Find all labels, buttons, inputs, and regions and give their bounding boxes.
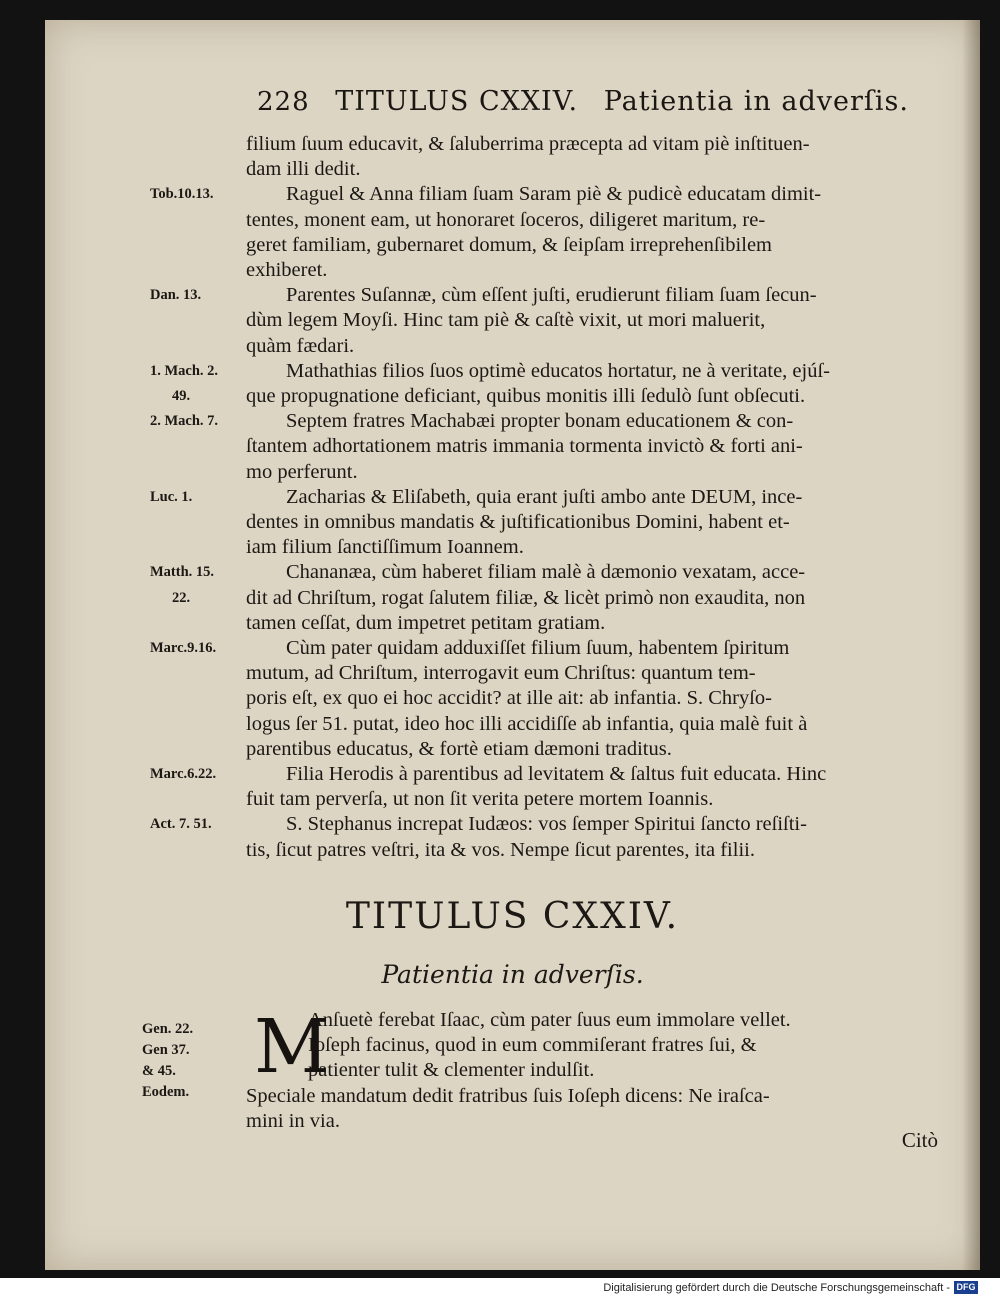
text-line: dùm legem Moyſi. Hinc tam piè & caſtè vixit, ut mori maluerit, xyxy=(246,309,766,332)
page-number: 228 xyxy=(257,87,310,117)
text-line: Anſuetè ferebat Iſaac, cùm pater ſuus eum immolare vellet. xyxy=(308,1009,791,1031)
text-line: fuit tam perverſa, ut non ſit verita petere mortem Ioannis. xyxy=(246,788,714,811)
text-line: Cùm pater quidam adduxiſſet filium ſuum, habentem ſpiritum xyxy=(286,637,790,660)
text-line: geret familiam, gubernaret domum, & ſeipſam irreprehenſibilem xyxy=(246,233,772,256)
footer-credit: Digitalisierung gefördert durch die Deutsche Forschungsgemeinschaft - xyxy=(603,1282,950,1294)
running-header xyxy=(257,86,925,117)
text-line: tamen ceſſat, dum impetret petitam gratiam. xyxy=(246,611,606,634)
margin-reference-line: Act. 7. 51. xyxy=(150,816,212,833)
margin-reference-line: Gen. 22. xyxy=(142,1021,194,1037)
text-line: dit ad Chriſtum, rogat ſalutem filiæ, & licèt primò non exaudita, non xyxy=(246,586,806,609)
text-line: ſtantem adhortationem matris immania tormenta invictò & forti ani- xyxy=(246,435,803,458)
text-entry xyxy=(150,560,936,636)
text-line: Speciale mandatum dedit fratribus ſuis Ioſeph dicens: Ne iraſca- xyxy=(246,1084,770,1107)
text-line: exhiberet. xyxy=(246,259,328,282)
margin-reference-line: 1. Mach. 2. xyxy=(150,362,219,379)
text-line: quàm fædari. xyxy=(246,334,355,357)
margin-reference-line: 49. xyxy=(172,388,191,405)
margin-reference-line: Marc.6.22. xyxy=(150,766,217,783)
margin-reference xyxy=(150,409,250,434)
text-entry xyxy=(150,812,936,862)
margin-reference-line: & 45. xyxy=(142,1063,176,1079)
text-line: Parentes Suſannæ, cùm eſſent juſti, erudierunt filiam ſuam ſecun- xyxy=(286,284,817,307)
section-title: TITULUS CXXIV. xyxy=(345,896,680,937)
text-line: patienter tulit & clementer indulſit. xyxy=(308,1059,595,1082)
text-line: S. Stephanus increpat Iudæos: vos ſemper Spiritui ſancto reſiſti- xyxy=(286,813,807,836)
text-column xyxy=(150,132,936,863)
text-line: Raguel & Anna filiam ſuam Saram piè & pudicè educatam dimit- xyxy=(286,183,822,206)
text-entry xyxy=(150,636,936,762)
margin-reference-line: 2. Mach. 7. xyxy=(150,413,219,430)
text-line: Filia Herodis à parentibus ad levitatem & ſaltus fuit educata. Hinc xyxy=(286,763,827,786)
margin-reference xyxy=(150,182,250,207)
text-line: poris eſt, ex quo ei hoc accidit? at ille ait: ab infantia. S. Chryſo- xyxy=(246,687,773,710)
text-line: mo perferunt. xyxy=(246,460,358,483)
text-line: logus ſer 51. putat, ideo hoc illi accidiſſe ab infantia, quia malè fuit à xyxy=(246,712,808,735)
text-line: que propugnatione deficiant, quibus monitis illi ſedulò ſunt obſecuti. xyxy=(246,385,806,408)
margin-reference xyxy=(150,283,250,308)
page-edge xyxy=(962,20,980,1270)
header-subject: Patientia in adverſis. xyxy=(603,86,909,117)
margin-reference xyxy=(150,762,250,787)
text-line: Ioſeph facinus, quod in eum commiſerant fratres ſui, & xyxy=(308,1034,757,1057)
text-line: mini in via. xyxy=(246,1109,340,1132)
text-line: dentes in omnibus mandatis & juſtificationibus Domini, habent et- xyxy=(246,511,790,534)
text-line: dam illi dedit. xyxy=(246,158,361,181)
header-titulus: TITULUS CXXIV. xyxy=(335,86,579,117)
margin-reference-line: Marc.9.16. xyxy=(150,640,217,657)
margin-reference-line: Matth. 15. xyxy=(150,564,215,581)
text-entry xyxy=(150,409,936,485)
digitization-footer xyxy=(0,1278,1000,1298)
text-line: tis, ſicut patres veſtri, ita & vos. Nempe ſicut parentes, ita filii. xyxy=(246,838,755,861)
margin-reference-line: Gen 37. xyxy=(142,1042,190,1058)
dfg-logo: DFG xyxy=(954,1281,978,1294)
text-line: Septem fratres Machabæi propter bonam educationem & con- xyxy=(286,410,794,433)
text-line: iam filium ſanctiſſimum Ioannem. xyxy=(246,536,524,559)
text-entry xyxy=(150,283,936,359)
drop-cap: M xyxy=(254,1004,330,1090)
margin-reference-line: Tob.10.13. xyxy=(150,186,214,203)
text-entry xyxy=(150,762,936,812)
text-entry xyxy=(246,132,936,182)
margin-reference xyxy=(150,359,250,409)
book-page xyxy=(45,20,980,1270)
margin-reference xyxy=(150,560,250,610)
text-line: mutum, ad Chriſtum, interrogavit eum Chriſtus: quantum tem- xyxy=(246,662,756,685)
text-line: Mathathias filios ſuos optimè educatos hortatur, ne à veritate, ejúſ- xyxy=(286,359,830,382)
catchword: Citò xyxy=(901,1128,938,1152)
margin-reference-line: Luc. 1. xyxy=(150,488,193,505)
text-entry xyxy=(150,182,936,283)
text-line: Chananæa, cùm haberet filiam malè à dæmonio vexatam, acce- xyxy=(286,561,806,584)
margin-reference xyxy=(150,485,250,510)
text-line: tentes, monent eam, ut honoraret ſoceros, diligeret maritum, re- xyxy=(246,208,766,231)
section-subtitle: Patientia in adverſis. xyxy=(381,960,644,989)
section2-margin-notes xyxy=(142,1019,193,1103)
margin-reference-line: Dan. 13. xyxy=(150,287,202,304)
text-entry xyxy=(150,359,936,409)
text-line: parentibus educatus, & fortè etiam dæmoni traditus. xyxy=(246,737,672,760)
margin-reference-line: Eodem. xyxy=(142,1084,190,1100)
margin-reference xyxy=(150,812,250,837)
text-line: Zacharias & Eliſabeth, quia erant juſti ambo ante DEUM, ince- xyxy=(286,485,803,508)
text-entry xyxy=(150,485,936,561)
margin-reference xyxy=(150,636,250,661)
text-line: filium ſuum educavit, & ſaluberrima præcepta ad vitam piè inſtituen- xyxy=(246,133,810,155)
margin-reference-line: 22. xyxy=(172,589,191,606)
section2-text xyxy=(246,1004,936,1134)
